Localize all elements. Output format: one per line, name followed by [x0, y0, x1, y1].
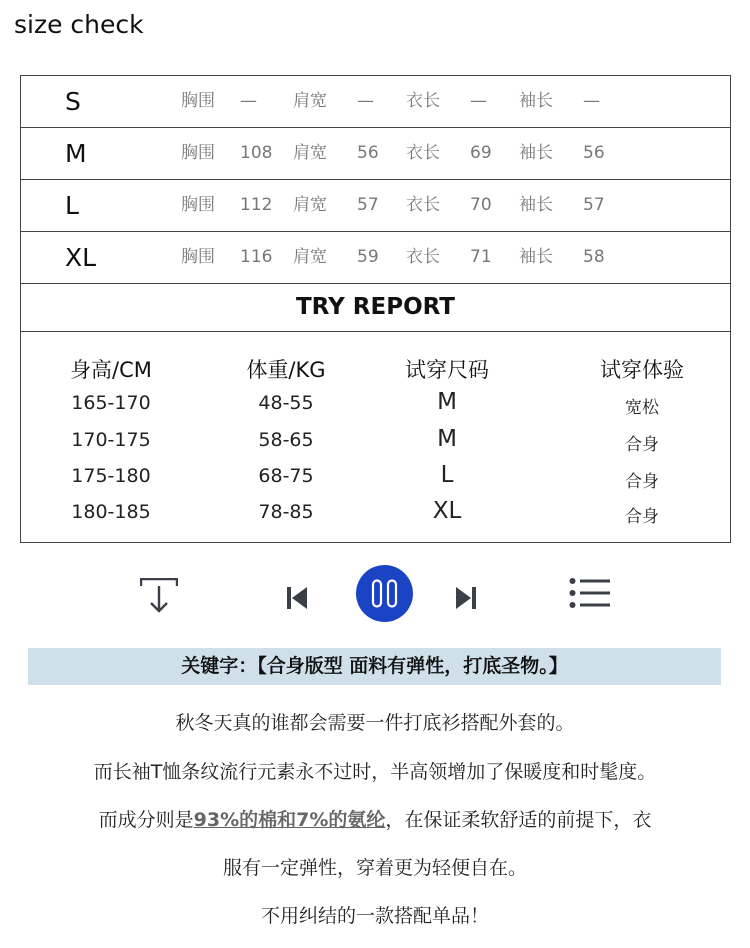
- chest-label: 胸围: [181, 247, 215, 267]
- previous-icon[interactable]: [286, 586, 308, 614]
- shoulder-label: 肩宽: [293, 143, 327, 163]
- size-label: S: [65, 87, 81, 116]
- size-label: XL: [65, 243, 97, 272]
- shoulder-value: 59: [357, 247, 379, 267]
- description-text: ，在保证柔软舒适的前提下，衣: [385, 809, 652, 831]
- download-icon[interactable]: [140, 578, 178, 618]
- fit-value: 宽松: [625, 398, 659, 418]
- length-label: 衣长: [406, 195, 440, 215]
- description-line: 秋冬天真的谁都会需要一件打底衫搭配外套的。: [175, 712, 575, 734]
- description-text: 而成分则是: [98, 809, 194, 831]
- shoulder-label: 肩宽: [293, 247, 327, 267]
- fit-value: 合身: [625, 435, 659, 455]
- try-size-value: XL: [432, 498, 462, 524]
- page-title: size check: [14, 10, 144, 39]
- description-line: [0, 805, 750, 832]
- try-report-table: [20, 332, 731, 543]
- pause-icon: [370, 579, 399, 612]
- try-size-value: M: [437, 426, 457, 452]
- chest-label: 胸围: [181, 195, 215, 215]
- length-value: 70: [470, 195, 492, 215]
- next-icon[interactable]: [455, 586, 477, 614]
- sleeve-value: 57: [583, 195, 605, 215]
- description-line: 而长袖T恤条纹流行元素永不过时，半高领增加了保暖度和时髦度。: [93, 761, 657, 783]
- chest-label: 胸围: [181, 143, 215, 163]
- pause-button[interactable]: [356, 565, 413, 622]
- size-row: [21, 180, 730, 232]
- size-row: [21, 232, 730, 284]
- height-value: 180-185: [71, 501, 151, 523]
- fit-value: 合身: [625, 507, 659, 527]
- height-header: 身高/CM: [70, 358, 152, 382]
- height-value: 170-175: [71, 429, 151, 451]
- shoulder-label: 肩宽: [293, 91, 327, 111]
- length-value: 71: [470, 247, 492, 267]
- height-value: 165-170: [71, 392, 151, 414]
- weight-value: 58-65: [258, 429, 314, 451]
- chest-value: 108: [240, 143, 273, 163]
- fit-value: 合身: [625, 472, 659, 492]
- try-size-value: L: [440, 462, 454, 488]
- size-row: [21, 76, 730, 128]
- sleeve-label: 袖长: [519, 143, 553, 163]
- shoulder-value: —: [357, 91, 374, 111]
- length-label: 衣长: [406, 247, 440, 267]
- height-value: 175-180: [71, 465, 151, 487]
- size-row: [21, 128, 730, 180]
- length-value: 69: [470, 143, 492, 163]
- weight-value: 48-55: [258, 392, 314, 414]
- try-size-header: 试穿尺码: [405, 358, 489, 382]
- shoulder-value: 57: [357, 195, 379, 215]
- shoulder-value: 56: [357, 143, 379, 163]
- player-controls: [0, 562, 750, 632]
- sleeve-value: —: [583, 91, 600, 111]
- sleeve-value: 56: [583, 143, 605, 163]
- sleeve-label: 袖长: [519, 91, 553, 111]
- length-label: 衣长: [406, 143, 440, 163]
- length-label: 衣长: [406, 91, 440, 111]
- playlist-icon[interactable]: [569, 578, 611, 612]
- length-value: —: [470, 91, 487, 111]
- size-table: [20, 75, 731, 284]
- size-label: L: [65, 191, 79, 220]
- chest-value: —: [240, 91, 257, 111]
- sleeve-label: 袖长: [519, 195, 553, 215]
- sleeve-value: 58: [583, 247, 605, 267]
- weight-header: 体重/KG: [246, 358, 326, 382]
- chest-label: 胸围: [181, 91, 215, 111]
- keyword-banner: 关键字：【合身版型 面料有弹性，打底圣物。】: [28, 648, 721, 685]
- weight-value: 68-75: [258, 465, 314, 487]
- description-line: 不用纠结的一款搭配单品！: [260, 905, 489, 927]
- try-report-title: TRY REPORT: [20, 283, 731, 332]
- shoulder-label: 肩宽: [293, 195, 327, 215]
- weight-value: 78-85: [258, 501, 314, 523]
- fit-header: 试穿体验: [600, 358, 684, 382]
- size-label: M: [65, 139, 87, 168]
- chest-value: 116: [240, 247, 273, 267]
- description-line: 服有一定弹性，穿着更为轻便自在。: [222, 857, 527, 879]
- sleeve-label: 袖长: [519, 247, 553, 267]
- chest-value: 112: [240, 195, 273, 215]
- try-size-value: M: [437, 389, 457, 415]
- material-highlight: 93%的棉和7%的氨纶: [193, 809, 386, 831]
